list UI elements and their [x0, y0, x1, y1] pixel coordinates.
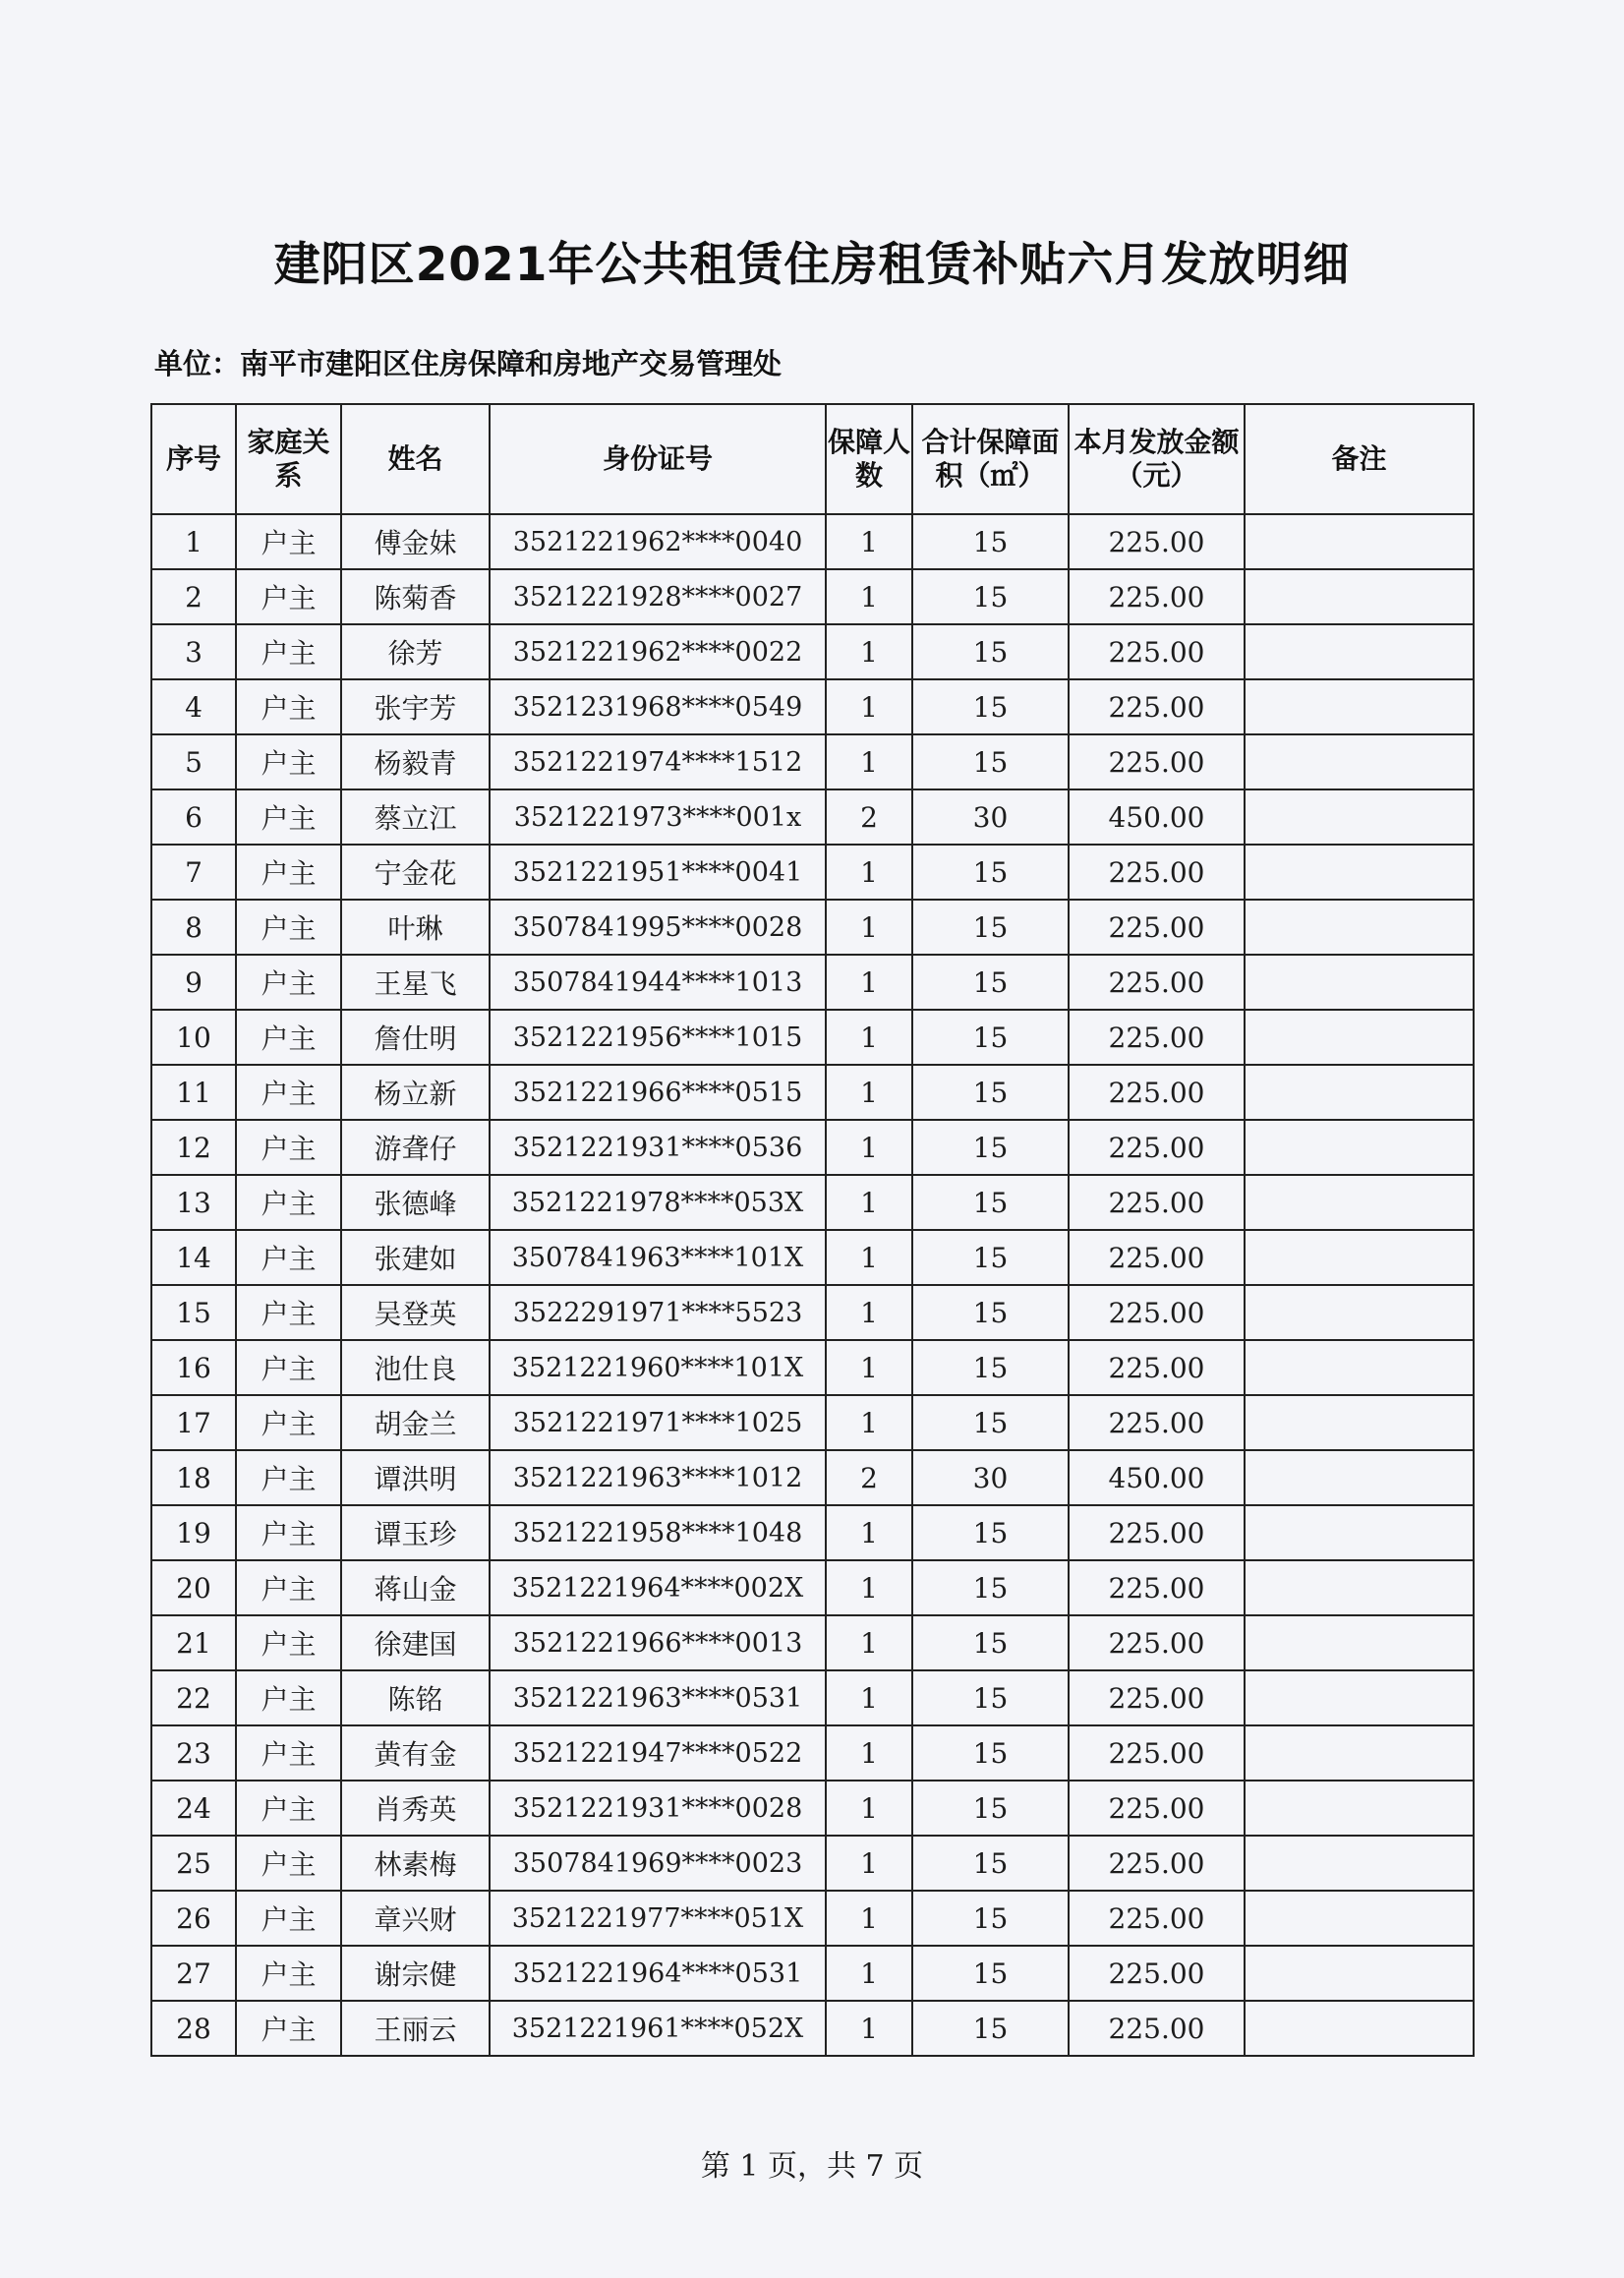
cell-id: 3521221966****0515 — [490, 1065, 826, 1120]
cell-name: 徐建国 — [341, 1615, 490, 1670]
cell-persons: 1 — [826, 1891, 912, 1946]
table-row — [151, 1946, 1474, 2001]
cell-id: 3521231968****0549 — [490, 679, 826, 734]
cell-remark — [1245, 1010, 1474, 1065]
cell-id: 3507841995****0028 — [490, 900, 826, 955]
cell-persons: 1 — [826, 845, 912, 900]
cell-amount: 225.00 — [1069, 955, 1245, 1010]
table-row — [151, 1725, 1474, 1781]
cell-name: 谭洪明 — [341, 1450, 490, 1505]
cell-amount: 225.00 — [1069, 624, 1245, 679]
cell-amount: 225.00 — [1069, 1725, 1245, 1781]
cell-remark — [1245, 900, 1474, 955]
table-row — [151, 2001, 1474, 2056]
cell-seq: 11 — [151, 1065, 236, 1120]
cell-name: 谢宗健 — [341, 1946, 490, 2001]
cell-relation: 户主 — [236, 1285, 341, 1340]
cell-area: 15 — [912, 1505, 1069, 1560]
cell-relation: 户主 — [236, 789, 341, 845]
cell-persons: 1 — [826, 1560, 912, 1615]
page-title: 建阳区2021年公共租赁住房租赁补贴六月发放明细 — [273, 238, 1351, 292]
cell-area: 15 — [912, 679, 1069, 734]
cell-id: 3521221963****1012 — [490, 1450, 826, 1505]
cell-area: 15 — [912, 1285, 1069, 1340]
cell-seq: 16 — [151, 1340, 236, 1395]
cell-area: 15 — [912, 1230, 1069, 1285]
cell-name: 谭玉珍 — [341, 1505, 490, 1560]
cell-remark — [1245, 1395, 1474, 1450]
cell-remark — [1245, 679, 1474, 734]
table-row — [151, 1615, 1474, 1670]
cell-id: 3521221964****0531 — [490, 1946, 826, 2001]
cell-name: 蒋山金 — [341, 1560, 490, 1615]
cell-relation: 户主 — [236, 1891, 341, 1946]
cell-name: 章兴财 — [341, 1891, 490, 1946]
cell-amount: 225.00 — [1069, 1175, 1245, 1230]
cell-name: 王丽云 — [341, 2001, 490, 2056]
cell-area: 15 — [912, 1670, 1069, 1725]
cell-id: 3521221958****1048 — [490, 1505, 826, 1560]
cell-remark — [1245, 1836, 1474, 1891]
cell-name: 王星飞 — [341, 955, 490, 1010]
header-relation: 家庭关系 — [236, 404, 341, 514]
cell-persons: 1 — [826, 900, 912, 955]
cell-amount: 225.00 — [1069, 900, 1245, 955]
cell-remark — [1245, 1725, 1474, 1781]
header-name: 姓名 — [341, 404, 490, 514]
cell-area: 15 — [912, 734, 1069, 789]
cell-persons: 1 — [826, 1725, 912, 1781]
cell-id: 3521221966****0013 — [490, 1615, 826, 1670]
cell-id: 3521221928****0027 — [490, 569, 826, 624]
cell-seq: 23 — [151, 1725, 236, 1781]
cell-remark — [1245, 1615, 1474, 1670]
cell-area: 15 — [912, 1891, 1069, 1946]
cell-amount: 225.00 — [1069, 1505, 1245, 1560]
cell-relation: 户主 — [236, 1836, 341, 1891]
cell-amount: 450.00 — [1069, 1450, 1245, 1505]
cell-relation: 户主 — [236, 1615, 341, 1670]
table-row — [151, 679, 1474, 734]
cell-name: 林素梅 — [341, 1836, 490, 1891]
cell-remark — [1245, 1946, 1474, 2001]
table-row — [151, 1560, 1474, 1615]
cell-amount: 225.00 — [1069, 1560, 1245, 1615]
table-row — [151, 1285, 1474, 1340]
cell-relation: 户主 — [236, 2001, 341, 2056]
table-row — [151, 1395, 1474, 1450]
cell-name: 池仕良 — [341, 1340, 490, 1395]
table-row — [151, 1340, 1474, 1395]
cell-seq: 7 — [151, 845, 236, 900]
cell-remark — [1245, 1065, 1474, 1120]
table-row — [151, 1120, 1474, 1175]
cell-persons: 1 — [826, 1505, 912, 1560]
cell-seq: 15 — [151, 1285, 236, 1340]
cell-amount: 225.00 — [1069, 1670, 1245, 1725]
cell-remark — [1245, 624, 1474, 679]
cell-amount: 225.00 — [1069, 1781, 1245, 1836]
cell-relation: 户主 — [236, 1395, 341, 1450]
cell-remark — [1245, 789, 1474, 845]
cell-name: 陈铭 — [341, 1670, 490, 1725]
cell-remark — [1245, 1340, 1474, 1395]
cell-relation: 户主 — [236, 955, 341, 1010]
table-row — [151, 845, 1474, 900]
cell-relation: 户主 — [236, 1670, 341, 1725]
subsidy-table — [150, 403, 1475, 2057]
cell-id: 3521221951****0041 — [490, 845, 826, 900]
header-amount: 本月发放金额（元） — [1069, 404, 1245, 514]
cell-name: 张宇芳 — [341, 679, 490, 734]
table-row — [151, 900, 1474, 955]
cell-amount: 225.00 — [1069, 679, 1245, 734]
cell-seq: 27 — [151, 1946, 236, 2001]
cell-name: 游聋仔 — [341, 1120, 490, 1175]
table-row — [151, 1781, 1474, 1836]
cell-seq: 9 — [151, 955, 236, 1010]
table-row — [151, 1010, 1474, 1065]
cell-remark — [1245, 1781, 1474, 1836]
cell-seq: 8 — [151, 900, 236, 955]
cell-relation: 户主 — [236, 1010, 341, 1065]
cell-area: 15 — [912, 1836, 1069, 1891]
cell-name: 张德峰 — [341, 1175, 490, 1230]
cell-persons: 1 — [826, 624, 912, 679]
cell-remark — [1245, 1505, 1474, 1560]
cell-persons: 1 — [826, 1836, 912, 1891]
cell-amount: 225.00 — [1069, 569, 1245, 624]
cell-area: 30 — [912, 1450, 1069, 1505]
cell-seq: 28 — [151, 2001, 236, 2056]
cell-persons: 1 — [826, 514, 912, 569]
cell-persons: 1 — [826, 1781, 912, 1836]
cell-area: 15 — [912, 1395, 1069, 1450]
cell-id: 3521221971****1025 — [490, 1395, 826, 1450]
cell-id: 3521221931****0536 — [490, 1120, 826, 1175]
cell-remark — [1245, 1560, 1474, 1615]
cell-relation: 户主 — [236, 1946, 341, 2001]
cell-amount: 225.00 — [1069, 734, 1245, 789]
cell-remark — [1245, 2001, 1474, 2056]
cell-area: 15 — [912, 1781, 1069, 1836]
header-id: 身份证号 — [490, 404, 826, 514]
cell-amount: 225.00 — [1069, 2001, 1245, 2056]
cell-persons: 2 — [826, 789, 912, 845]
cell-area: 15 — [912, 900, 1069, 955]
cell-relation: 户主 — [236, 514, 341, 569]
cell-seq: 13 — [151, 1175, 236, 1230]
cell-area: 15 — [912, 1615, 1069, 1670]
cell-remark — [1245, 514, 1474, 569]
table-row — [151, 514, 1474, 569]
table-row — [151, 1836, 1474, 1891]
cell-persons: 1 — [826, 734, 912, 789]
cell-remark — [1245, 569, 1474, 624]
cell-area: 15 — [912, 1120, 1069, 1175]
cell-seq: 18 — [151, 1450, 236, 1505]
cell-name: 杨立新 — [341, 1065, 490, 1120]
cell-persons: 1 — [826, 1946, 912, 2001]
cell-amount: 225.00 — [1069, 1285, 1245, 1340]
cell-area: 15 — [912, 624, 1069, 679]
cell-id: 3521221960****101X — [490, 1340, 826, 1395]
cell-area: 15 — [912, 1175, 1069, 1230]
cell-id: 3521221977****051X — [490, 1891, 826, 1946]
cell-amount: 225.00 — [1069, 1836, 1245, 1891]
cell-seq: 1 — [151, 514, 236, 569]
cell-area: 30 — [912, 789, 1069, 845]
cell-id: 3521221962****0022 — [490, 624, 826, 679]
cell-amount: 225.00 — [1069, 1395, 1245, 1450]
cell-name: 陈菊香 — [341, 569, 490, 624]
cell-name: 黄有金 — [341, 1725, 490, 1781]
cell-name: 胡金兰 — [341, 1395, 490, 1450]
cell-relation: 户主 — [236, 1505, 341, 1560]
cell-id: 3507841969****0023 — [490, 1836, 826, 1891]
cell-id: 3521221963****0531 — [490, 1670, 826, 1725]
cell-persons: 1 — [826, 1175, 912, 1230]
cell-relation: 户主 — [236, 1560, 341, 1615]
cell-amount: 225.00 — [1069, 1230, 1245, 1285]
cell-persons: 2 — [826, 1450, 912, 1505]
cell-id: 3521221973****001x — [490, 789, 826, 845]
cell-seq: 26 — [151, 1891, 236, 1946]
cell-seq: 6 — [151, 789, 236, 845]
cell-area: 15 — [912, 2001, 1069, 2056]
cell-persons: 1 — [826, 1230, 912, 1285]
page-number: 第 1 页，共 7 页 — [700, 2149, 924, 2184]
cell-area: 15 — [912, 845, 1069, 900]
cell-id: 3521221931****0028 — [490, 1781, 826, 1836]
cell-seq: 14 — [151, 1230, 236, 1285]
cell-area: 15 — [912, 955, 1069, 1010]
table-row — [151, 1670, 1474, 1725]
header-remark: 备注 — [1245, 404, 1474, 514]
cell-persons: 1 — [826, 1670, 912, 1725]
cell-amount: 225.00 — [1069, 845, 1245, 900]
cell-area: 15 — [912, 1560, 1069, 1615]
header-seq: 序号 — [151, 404, 236, 514]
cell-area: 15 — [912, 1725, 1069, 1781]
table-body — [151, 514, 1474, 2056]
table-row — [151, 1230, 1474, 1285]
cell-area: 15 — [912, 1946, 1069, 2001]
cell-remark — [1245, 734, 1474, 789]
cell-id: 3521221974****1512 — [490, 734, 826, 789]
table-row — [151, 955, 1474, 1010]
cell-persons: 1 — [826, 1340, 912, 1395]
cell-relation: 户主 — [236, 734, 341, 789]
cell-name: 杨毅青 — [341, 734, 490, 789]
cell-relation: 户主 — [236, 1120, 341, 1175]
cell-remark — [1245, 1230, 1474, 1285]
table-row — [151, 734, 1474, 789]
cell-relation: 户主 — [236, 1781, 341, 1836]
cell-seq: 17 — [151, 1395, 236, 1450]
cell-id: 3521221962****0040 — [490, 514, 826, 569]
cell-relation: 户主 — [236, 1725, 341, 1781]
cell-remark — [1245, 1285, 1474, 1340]
cell-persons: 1 — [826, 569, 912, 624]
issuing-unit: 单位：南平市建阳区住房保障和房地产交易管理处 — [154, 347, 783, 380]
cell-name: 徐芳 — [341, 624, 490, 679]
cell-id: 3507841963****101X — [490, 1230, 826, 1285]
cell-remark — [1245, 1175, 1474, 1230]
table-row — [151, 624, 1474, 679]
cell-amount: 225.00 — [1069, 1010, 1245, 1065]
cell-name: 蔡立江 — [341, 789, 490, 845]
cell-amount: 225.00 — [1069, 1065, 1245, 1120]
cell-seq: 4 — [151, 679, 236, 734]
table-row — [151, 1891, 1474, 1946]
cell-relation: 户主 — [236, 1450, 341, 1505]
cell-relation: 户主 — [236, 679, 341, 734]
cell-persons: 1 — [826, 1285, 912, 1340]
cell-seq: 20 — [151, 1560, 236, 1615]
cell-amount: 225.00 — [1069, 514, 1245, 569]
cell-name: 张建如 — [341, 1230, 490, 1285]
cell-remark — [1245, 1891, 1474, 1946]
cell-persons: 1 — [826, 1065, 912, 1120]
cell-id: 3521221956****1015 — [490, 1010, 826, 1065]
cell-amount: 225.00 — [1069, 1120, 1245, 1175]
cell-relation: 户主 — [236, 1340, 341, 1395]
cell-relation: 户主 — [236, 1230, 341, 1285]
table-row — [151, 569, 1474, 624]
cell-persons: 1 — [826, 679, 912, 734]
cell-relation: 户主 — [236, 624, 341, 679]
cell-id: 3507841944****1013 — [490, 955, 826, 1010]
cell-seq: 22 — [151, 1670, 236, 1725]
cell-amount: 450.00 — [1069, 789, 1245, 845]
cell-seq: 24 — [151, 1781, 236, 1836]
table-row — [151, 1065, 1474, 1120]
cell-id: 3521221964****002X — [490, 1560, 826, 1615]
cell-id: 3521221947****0522 — [490, 1725, 826, 1781]
cell-amount: 225.00 — [1069, 1946, 1245, 2001]
cell-area: 15 — [912, 514, 1069, 569]
cell-amount: 225.00 — [1069, 1615, 1245, 1670]
cell-area: 15 — [912, 1065, 1069, 1120]
cell-relation: 户主 — [236, 845, 341, 900]
cell-remark — [1245, 1670, 1474, 1725]
table-row — [151, 1450, 1474, 1505]
table-row — [151, 1175, 1474, 1230]
cell-seq: 5 — [151, 734, 236, 789]
table-header-row — [151, 404, 1474, 514]
cell-amount: 225.00 — [1069, 1891, 1245, 1946]
table-row — [151, 789, 1474, 845]
cell-persons: 1 — [826, 1010, 912, 1065]
cell-name: 詹仕明 — [341, 1010, 490, 1065]
cell-amount: 225.00 — [1069, 1340, 1245, 1395]
cell-area: 15 — [912, 1340, 1069, 1395]
cell-persons: 1 — [826, 1615, 912, 1670]
header-area: 合计保障面积（㎡） — [912, 404, 1069, 514]
cell-relation: 户主 — [236, 569, 341, 624]
cell-remark — [1245, 1120, 1474, 1175]
cell-seq: 12 — [151, 1120, 236, 1175]
cell-remark — [1245, 845, 1474, 900]
cell-seq: 25 — [151, 1836, 236, 1891]
cell-area: 15 — [912, 569, 1069, 624]
cell-name: 吴登英 — [341, 1285, 490, 1340]
cell-name: 宁金花 — [341, 845, 490, 900]
cell-id: 3521221978****053X — [490, 1175, 826, 1230]
cell-relation: 户主 — [236, 1065, 341, 1120]
cell-relation: 户主 — [236, 900, 341, 955]
table-row — [151, 1505, 1474, 1560]
cell-name: 肖秀英 — [341, 1781, 490, 1836]
cell-name: 叶琳 — [341, 900, 490, 955]
cell-persons: 1 — [826, 1120, 912, 1175]
cell-persons: 1 — [826, 1395, 912, 1450]
cell-persons: 1 — [826, 2001, 912, 2056]
cell-area: 15 — [912, 1010, 1069, 1065]
header-persons: 保障人数 — [826, 404, 912, 514]
cell-remark — [1245, 955, 1474, 1010]
cell-seq: 19 — [151, 1505, 236, 1560]
cell-remark — [1245, 1450, 1474, 1505]
cell-id: 3521221961****052X — [490, 2001, 826, 2056]
cell-seq: 10 — [151, 1010, 236, 1065]
cell-relation: 户主 — [236, 1175, 341, 1230]
cell-seq: 3 — [151, 624, 236, 679]
cell-id: 3522291971****5523 — [490, 1285, 826, 1340]
cell-name: 傅金妹 — [341, 514, 490, 569]
cell-seq: 21 — [151, 1615, 236, 1670]
cell-seq: 2 — [151, 569, 236, 624]
cell-persons: 1 — [826, 955, 912, 1010]
